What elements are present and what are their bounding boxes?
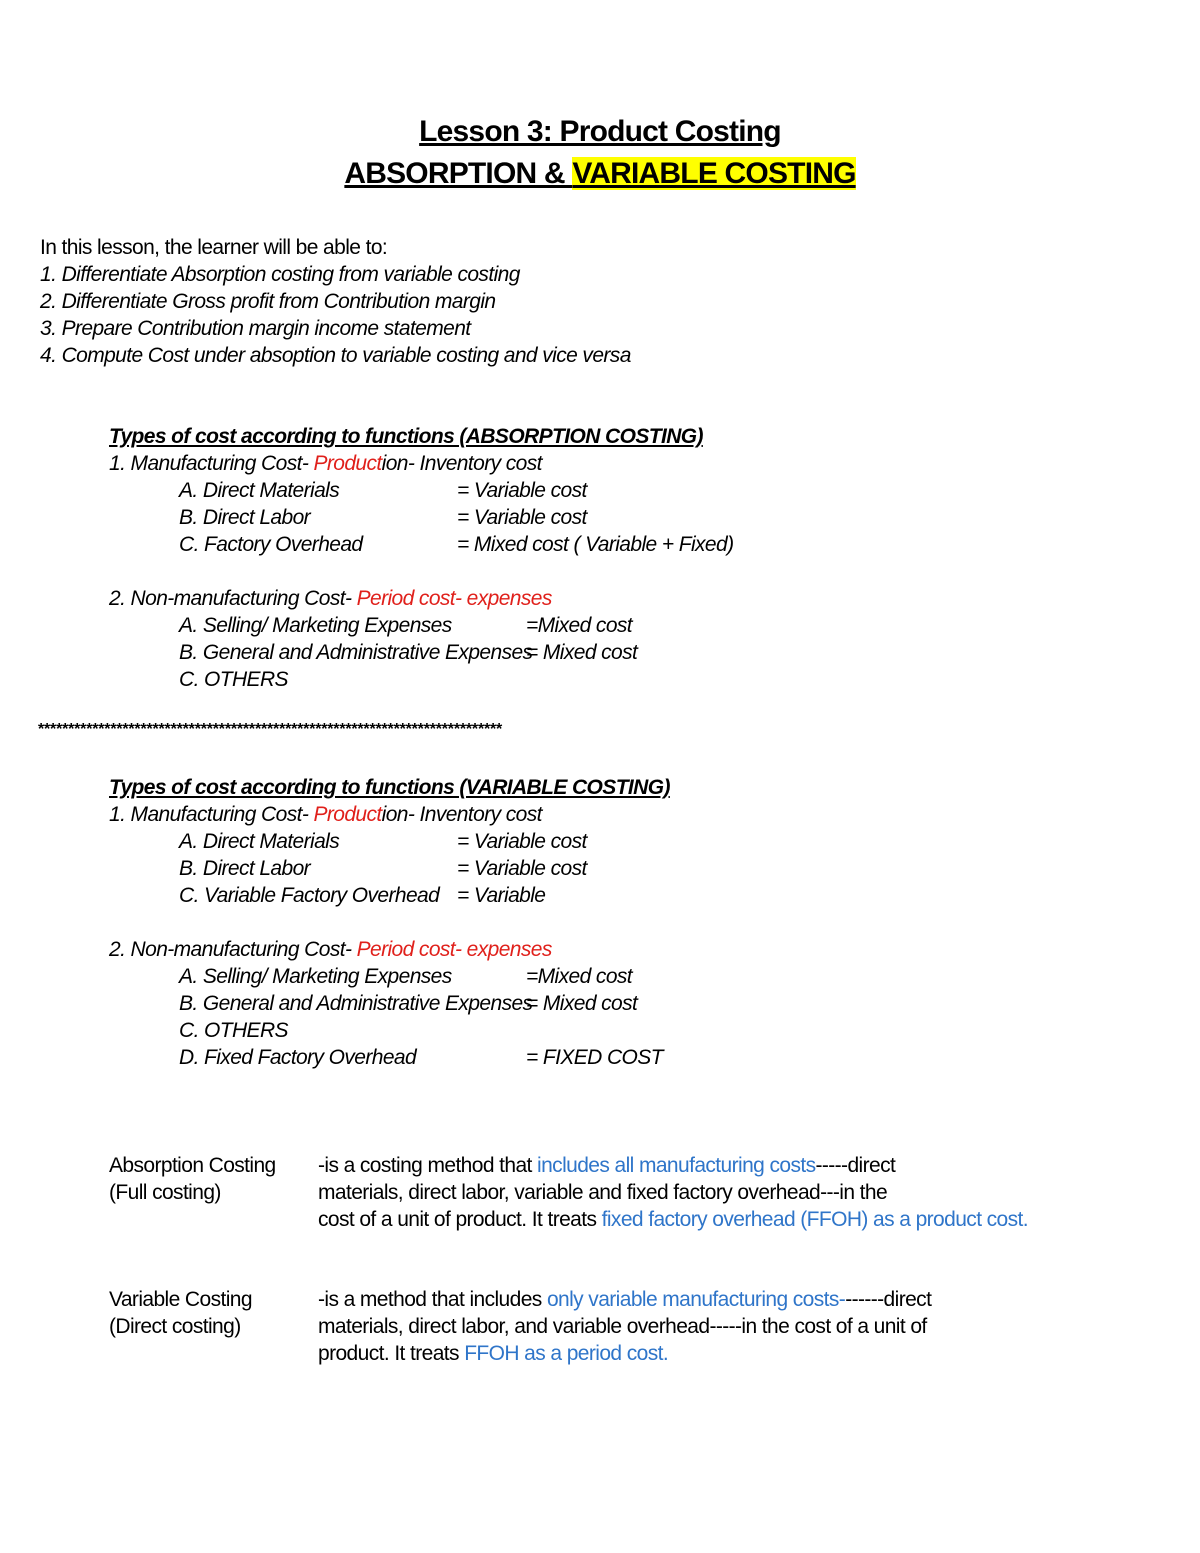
cost-item-value: = Mixed cost xyxy=(526,992,638,1015)
definition-term: Absorption Costing xyxy=(109,1154,276,1177)
variable-heading: Types of cost according to functions (VARIABLE COSTING) xyxy=(109,776,670,799)
objective-number: 2. xyxy=(40,290,57,313)
cost-item-label: B. Direct Labor xyxy=(179,506,311,529)
mfg-red-text: Product xyxy=(313,803,382,826)
cost-item-value: = Mixed cost xyxy=(526,641,638,664)
cost-item-value: = Variable cost xyxy=(457,857,587,880)
cost-item-label: C. Variable Factory Overhead xyxy=(179,884,440,907)
definition-alias: (Full costing) xyxy=(109,1181,221,1204)
definition-text: materials, direct labor, and variable overhead-----in the cost of a unit of xyxy=(318,1315,927,1338)
objective-text: Differentiate Gross profit from Contribution margin xyxy=(56,290,496,313)
definition-highlight: includes all manufacturing costs xyxy=(537,1154,816,1177)
cost-item-label: A. Selling/ Marketing Expenses xyxy=(179,614,452,637)
objective-item xyxy=(40,343,631,369)
cost-item-value: = Variable cost xyxy=(457,506,587,529)
mfg-prefix: 1. Manufacturing Cost- xyxy=(109,452,314,475)
cost-item-value: =Mixed cost xyxy=(526,614,633,637)
definition-line xyxy=(318,1314,927,1340)
subtitle-highlight: VARIABLE COSTING xyxy=(572,157,856,190)
separator-stars: ***************************************************************************** xyxy=(38,721,503,738)
definition-line xyxy=(318,1287,931,1313)
definition-highlight: only variable manufacturing costs- xyxy=(546,1288,846,1311)
cost-item-label: D. Fixed Factory Overhead xyxy=(179,1046,417,1069)
mfg-suffix: ion- Inventory cost xyxy=(381,803,542,826)
cost-item-value: = FIXED COST xyxy=(526,1046,663,1069)
cost-item-label: C. OTHERS xyxy=(179,668,288,691)
cost-item-value: = Variable cost xyxy=(457,830,587,853)
definition-line xyxy=(318,1341,668,1367)
mfg-red-text: Product xyxy=(313,452,382,475)
objective-item xyxy=(40,289,495,315)
definition-text: -is a costing method that xyxy=(318,1154,538,1177)
definition-text: -----direct xyxy=(815,1154,896,1177)
cost-item-value: = Variable xyxy=(457,884,546,907)
cost-item-label: C. OTHERS xyxy=(179,1019,288,1042)
variable-mfg-line xyxy=(109,802,542,828)
definition-highlight: fixed factory overhead (FFOH) as a product cost. xyxy=(601,1208,1029,1231)
definition-text: ------direct xyxy=(845,1288,932,1311)
definition-line xyxy=(318,1207,1028,1233)
definition-line xyxy=(318,1180,887,1206)
cost-item-label: B. General and Administrative Expenses xyxy=(179,641,533,664)
nonmfg-red-text: Period cost- expenses xyxy=(356,587,552,610)
cost-item-value: = Mixed cost ( Variable + Fixed) xyxy=(457,533,734,556)
nonmfg-prefix: 2. Non-manufacturing Cost- xyxy=(109,938,357,961)
definition-text: -is a method that includes xyxy=(318,1288,547,1311)
mfg-prefix: 1. Manufacturing Cost- xyxy=(109,803,314,826)
definition-highlight: FFOH as a period cost. xyxy=(464,1342,669,1365)
cost-item-label: A. Direct Materials xyxy=(179,479,340,502)
objective-number: 4. xyxy=(40,344,57,367)
cost-item-value: =Mixed cost xyxy=(526,965,633,988)
definition-alias: (Direct costing) xyxy=(109,1315,241,1338)
mfg-suffix: ion- Inventory cost xyxy=(381,452,542,475)
lesson-title: Lesson 3: Product Costing xyxy=(419,115,781,148)
definition-text: cost of a unit of product. It treats xyxy=(318,1208,602,1231)
absorption-nonmfg-line xyxy=(109,586,552,612)
objective-text: Compute Cost under absoption to variable costing and vice versa xyxy=(56,344,631,367)
objective-number: 3. xyxy=(40,317,57,340)
objective-number: 1. xyxy=(40,263,57,286)
definition-term: Variable Costing xyxy=(109,1288,252,1311)
objective-text: Prepare Contribution margin income statement xyxy=(56,317,471,340)
cost-item-value: = Variable cost xyxy=(457,479,587,502)
nonmfg-red-text: Period cost- expenses xyxy=(356,938,552,961)
cost-item-label: B. Direct Labor xyxy=(179,857,311,880)
intro-lead: In this lesson, the learner will be able to: xyxy=(40,236,388,259)
absorption-heading: Types of cost according to functions (ABSORPTION COSTING) xyxy=(109,425,703,448)
objective-item xyxy=(40,262,520,288)
variable-nonmfg-line xyxy=(109,937,552,963)
absorption-mfg-line xyxy=(109,451,542,477)
nonmfg-prefix: 2. Non-manufacturing Cost- xyxy=(109,587,357,610)
objective-item xyxy=(40,316,471,342)
definition-text: materials, direct labor, variable and fixed factory overhead---in the xyxy=(318,1181,888,1204)
cost-item-label: B. General and Administrative Expenses xyxy=(179,992,533,1015)
definition-line xyxy=(318,1153,895,1179)
lesson-subtitle xyxy=(0,156,1200,192)
subtitle-part1: ABSORPTION & xyxy=(344,157,573,190)
cost-item-label: A. Direct Materials xyxy=(179,830,340,853)
objective-text: Differentiate Absorption costing from variable costing xyxy=(56,263,520,286)
cost-item-label: C. Factory Overhead xyxy=(179,533,363,556)
cost-item-label: A. Selling/ Marketing Expenses xyxy=(179,965,452,988)
definition-text: product. It treats xyxy=(318,1342,465,1365)
